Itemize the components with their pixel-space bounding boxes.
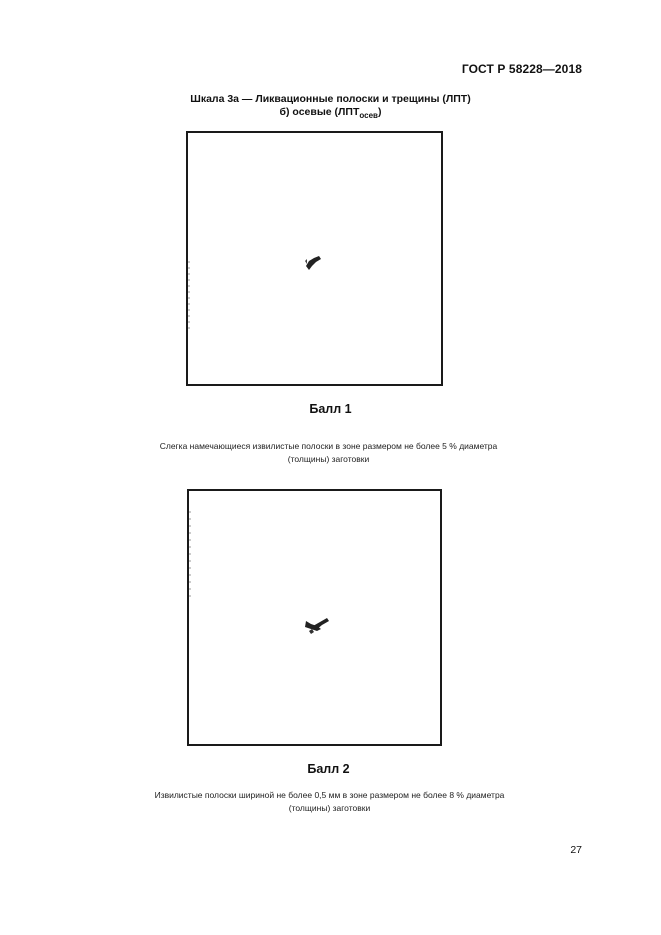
grade-2-description-line-2: (толщины) заготовки bbox=[288, 803, 371, 813]
grade-2-description bbox=[0, 789, 660, 815]
document-code: ГОСТ Р 58228—2018 bbox=[461, 62, 582, 76]
scale-title-line-2 bbox=[0, 106, 661, 119]
grade-1-description bbox=[0, 440, 659, 466]
grade-2-label: Балл 2 bbox=[307, 762, 350, 776]
grade-1-description-line-1: Слегка намечающиеся извилистые полоски в зоне размером не более 5 % диаметра bbox=[159, 441, 498, 451]
scale-title bbox=[0, 93, 661, 119]
scale-title-line-2-prefix: б) осевые (ЛПТ bbox=[279, 106, 360, 118]
segregation-defect-grade-1 bbox=[188, 133, 441, 384]
scale-title-subscript: осев bbox=[359, 111, 378, 120]
scale-title-line-1: Шкала 3а — Ликвационные полоски и трещины (ЛПТ) bbox=[190, 93, 471, 105]
segregation-defect-grade-2 bbox=[189, 491, 440, 744]
macrostructure-image-grade-2 bbox=[187, 489, 442, 746]
page-number: 27 bbox=[570, 844, 582, 856]
scale-title-line-2-suffix: ) bbox=[377, 106, 382, 118]
grade-2-description-line-1: Извилистые полоски шириной не более 0,5 мм в зоне размером не более 8 % диаметра bbox=[154, 790, 505, 800]
macrostructure-image-grade-1 bbox=[186, 131, 443, 386]
grade-1-label: Балл 1 bbox=[309, 402, 352, 416]
grade-1-description-line-2: (толщины) заготовки bbox=[287, 454, 370, 464]
